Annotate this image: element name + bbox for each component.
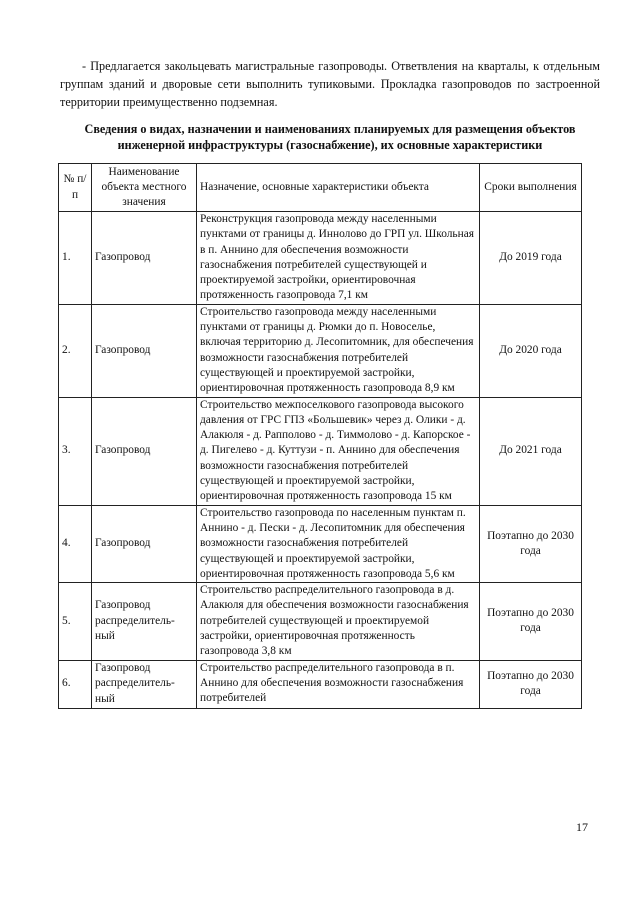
header-name: Наименование объекта местного значения (92, 164, 197, 212)
row-description: Строительство распределительного газопровода в д. Алакюля для обеспечения возможности газоснабжения потребителей существующей и проектируемой застройки, ориентировочная протяженность газопровода 3,8 км (197, 583, 480, 660)
row-number: 6. (59, 660, 92, 708)
header-description: Назначение, основные характеристики объекта (197, 164, 480, 212)
intro-text: - Предлагается закольцевать магистральные газопроводы. Ответвления на кварталы, к отдельным группам зданий и дворовые сети выполнить тупиковыми. Прокладка газопроводов по застроенной территории преимущественно подземная. (60, 59, 600, 109)
row-description: Строительство газопровода по населенным пунктам п. Аннино - д. Пески - д. Лесопитомник для обеспечения возможности газоснабжения потребителей существующей и проектируемой застройки, ориентировочная протяженность газопровода 5,6 км (197, 505, 480, 582)
row-object-name: Газопровод распределитель-ный (92, 660, 197, 708)
row-term: Поэтапно до 2030 года (480, 505, 582, 582)
table-row (59, 583, 582, 660)
row-object-name: Газопровод распределитель-ный (92, 583, 197, 660)
row-term: Поэтапно до 2030 года (480, 583, 582, 660)
row-description-cell (197, 660, 480, 708)
row-object-name: Газопровод (92, 397, 197, 505)
row-term: Поэтапно до 2030 года (480, 660, 582, 708)
row-number: 2. (59, 304, 92, 397)
table-row (59, 397, 582, 505)
row-number: 4. (59, 505, 92, 582)
row-object-name: Газопровод (92, 505, 197, 582)
table-row (59, 660, 582, 708)
row-term: До 2021 года (480, 397, 582, 505)
table-row (59, 212, 582, 305)
table-header-row (59, 164, 582, 212)
section-title (60, 121, 600, 153)
section-title-line1: Сведения о видах, назначении и наименованиях планируемых для размещения объектов (84, 122, 576, 136)
table-row (59, 304, 582, 397)
row-description: Строительство распределительного газопровода в п. Аннино для обеспечения возможности газоснабжения потребителей (200, 661, 464, 705)
row-number: 3. (59, 397, 92, 505)
header-term: Сроки выполнения (480, 164, 582, 212)
page-number: 17 (576, 820, 588, 834)
row-description: Строительство газопровода между населенными пунктами от границы д. Рюмки до п. Новоселье, включая территорию д. Лесопитомник, для обеспечения возможности газоснабжения потребителей существующей и проектируемой застройки, ориентировочная протяженность газопровода 8,9 км (197, 304, 480, 397)
row-description: Строительство межпоселкового газопровода высокого давления от ГРС ГПЗ «Большевик» через д. Олики - д. Алакюля - д. Рапполово - д. Тиммолово - д. Капорское - д. Пигелево - д. Куттузи - п. Аннино для обеспечения возможности газоснабжения потребителей существующей и проектируемой застройки, ориентировочная протяженность газопровода 15 км (197, 397, 480, 505)
section-title-line2: инженерной инфраструктуры (газоснабжение), их основные характеристики (117, 138, 543, 152)
row-term: До 2020 года (480, 304, 582, 397)
row-term: До 2019 года (480, 212, 582, 305)
table-row (59, 505, 582, 582)
row-description: Реконструкция газопровода между населенными пунктами от границы д. Иннолово до ГРП ул. Школьная в п. Аннино для обеспечения возможности газоснабжения потребителей существующей и проектируемой застройки, ориентировочная протяженность газопровода 7,1 км (197, 212, 480, 305)
row-object-name: Газопровод (92, 304, 197, 397)
row-number: 1. (59, 212, 92, 305)
header-no: № п/п (59, 164, 92, 212)
row-object-name: Газопровод (92, 212, 197, 305)
gas-infrastructure-table (58, 163, 582, 709)
row-number: 5. (59, 583, 92, 660)
intro-paragraph (60, 57, 600, 111)
